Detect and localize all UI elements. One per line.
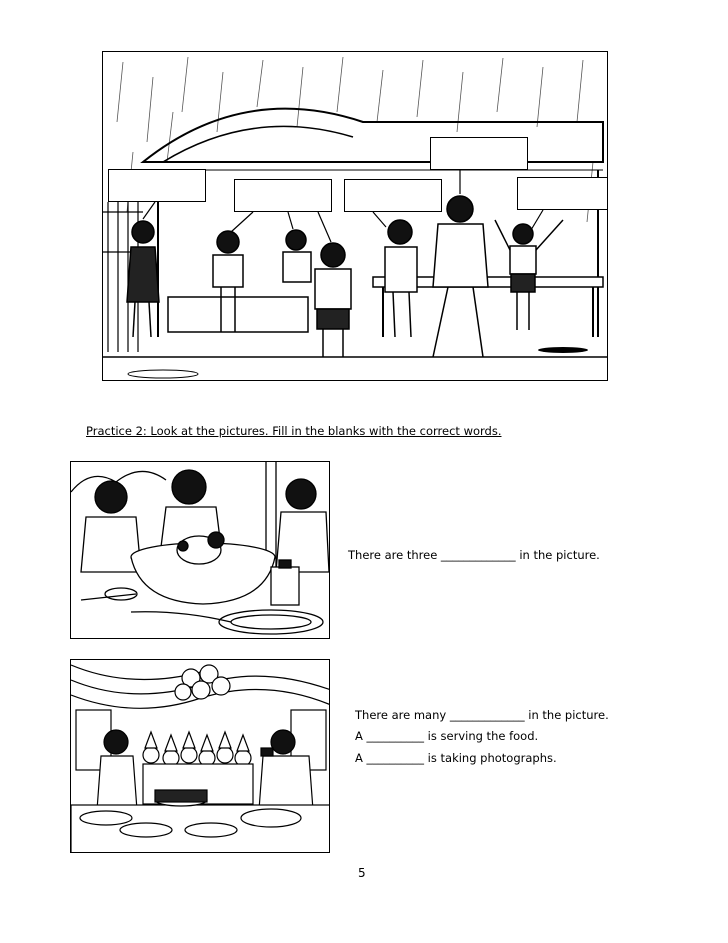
picture3-sentence-3: A __________ is taking photographs.: [355, 751, 557, 765]
birthday-party-picture: [70, 659, 330, 853]
birthday-party-illustration: [71, 660, 330, 853]
children-bathing-dog-illustration: [71, 462, 330, 639]
picture3-sentence-2: A __________ is serving the food.: [355, 729, 539, 743]
bus-stop-picture: [102, 51, 608, 381]
picture2-sentence: There are three _____________ in the picture.: [348, 548, 600, 562]
bus-stop-illustration: [103, 52, 608, 381]
page-number: 5: [358, 866, 366, 880]
label-box-5[interactable]: [517, 177, 608, 210]
label-box-3[interactable]: [344, 179, 442, 212]
picture3-sentence-1: There are many _____________ in the picture.: [355, 708, 609, 722]
practice-instruction: Practice 2: Look at the pictures. Fill in the blanks with the correct words.: [86, 424, 502, 438]
children-bathing-dog-picture: [70, 461, 330, 639]
label-box-4[interactable]: [430, 137, 528, 170]
label-box-1[interactable]: [108, 169, 206, 202]
label-box-2[interactable]: [234, 179, 332, 212]
